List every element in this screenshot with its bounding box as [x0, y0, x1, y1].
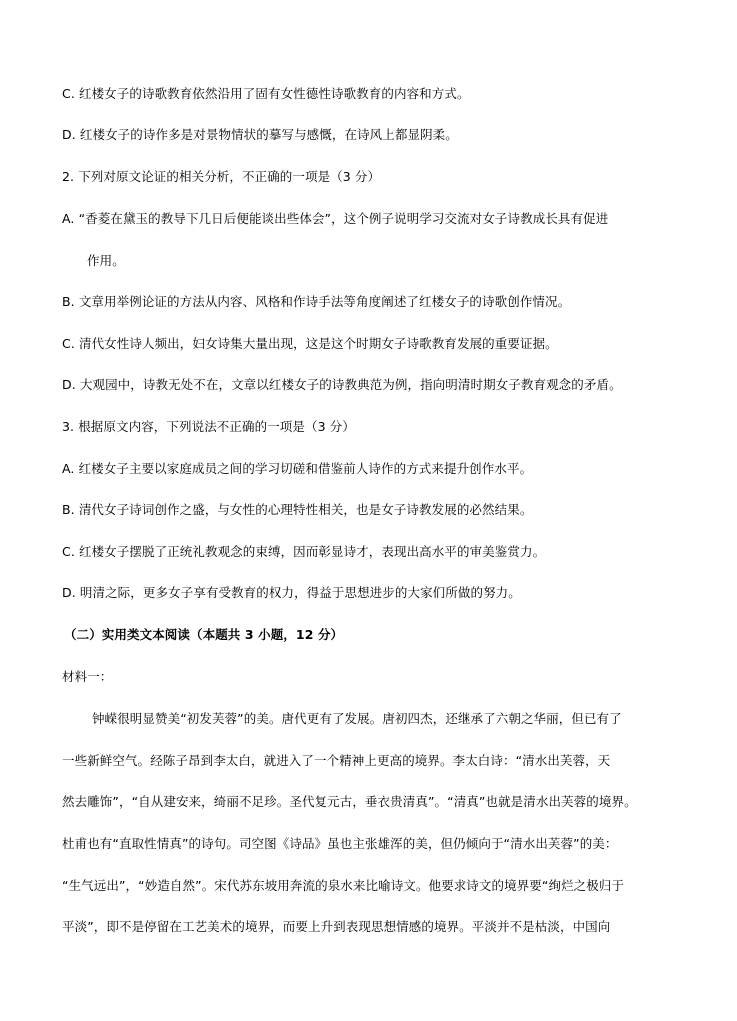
option-c-q1: C. 红楼女子的诗歌教育依然沿用了固有女性德性诗歌教育的内容和方式。 — [62, 86, 470, 101]
option-c-q3: C. 红楼女子摆脱了正统礼教观念的束缚，因而彰显诗才，表现出高水平的审美鉴赏力。 — [62, 544, 546, 559]
option-d-q1: D. 红楼女子的诗作多是对景物情状的摹写与感慨，在诗风上都显阴柔。 — [62, 127, 458, 142]
option-b-q2: B. 文章用举例论证的方法从内容、风格和作诗手法等角度阐述了红楼女子的诗歌创作情况。 — [62, 294, 571, 309]
passage-paragraph-line: 然去雕饰”，“自从建安来，绮丽不足珍。圣代复元古，垂衣贵清真”。“清真”也就是清水出芙蓉的境界。 — [62, 794, 637, 809]
option-c-q2: C. 清代女性诗人频出，妇女诗集大量出现，这是这个时期女子诗歌教育发展的重要证据。 — [62, 336, 558, 351]
option-a-q3: A. 红楼女子主要以家庭成员之间的学习切磋和借鉴前人诗作的方式来提升创作水平。 — [62, 461, 533, 476]
question-2: 2. 下列对原文论证的相关分析，不正确的一项是（3 分） — [62, 169, 381, 184]
passage-paragraph-line: 杜甫也有“直取性情真”的诗句。司空图《诗品》虽也主张雄浑的美，但仍倾向于“清水出芙蓉”的美： — [62, 836, 618, 851]
option-a-q2: A. “香菱在黛玉的教导下几日后便能谈出些体会”，这个例子说明学习交流对女子诗教成长具有促进 — [62, 211, 609, 226]
section-heading: （二）实用类文本阅读（本题共 3 小题，12 分） — [64, 627, 344, 642]
option-d-q2: D. 大观园中，诗教无处不在，文章以红楼女子的诗教典范为例，指向明清时期女子教育观念的矛盾。 — [62, 377, 622, 392]
option-d-q3: D. 明清之际，更多女子享有受教育的权力，得益于思想进步的大家们所做的努力。 — [62, 585, 521, 600]
passage-paragraph-line: 钟嵘很明显赞美“初发芙蓉”的美。唐代更有了发展。唐初四杰，还继承了六朝之华丽，但已有了 — [92, 711, 622, 726]
option-a-q2-continued: 作用。 — [87, 253, 125, 268]
passage-paragraph-line: “生气远出”，“妙造自然”。宋代苏东坡用奔流的泉水来比喻诗文。他要求诗文的境界要“绚烂之极归于 — [62, 878, 625, 893]
option-b-q3: B. 清代女子诗词创作之盛，与女性的心理特性相关，也是女子诗教发展的必然结果。 — [62, 502, 533, 517]
material-label: 材料一： — [62, 669, 113, 684]
passage-paragraph-line: 平淡”，即不是停留在工艺美术的境界，而要上升到表现思想情感的境界。平淡并不是枯淡，中国向 — [62, 919, 611, 934]
passage-paragraph-line: 一些新鲜空气。经陈子昂到李太白，就进入了一个精神上更高的境界。李太白诗：“清水出芙蓉，天 — [62, 753, 611, 768]
question-3: 3. 根据原文内容，下列说法不正确的一项是（3 分） — [62, 419, 355, 434]
